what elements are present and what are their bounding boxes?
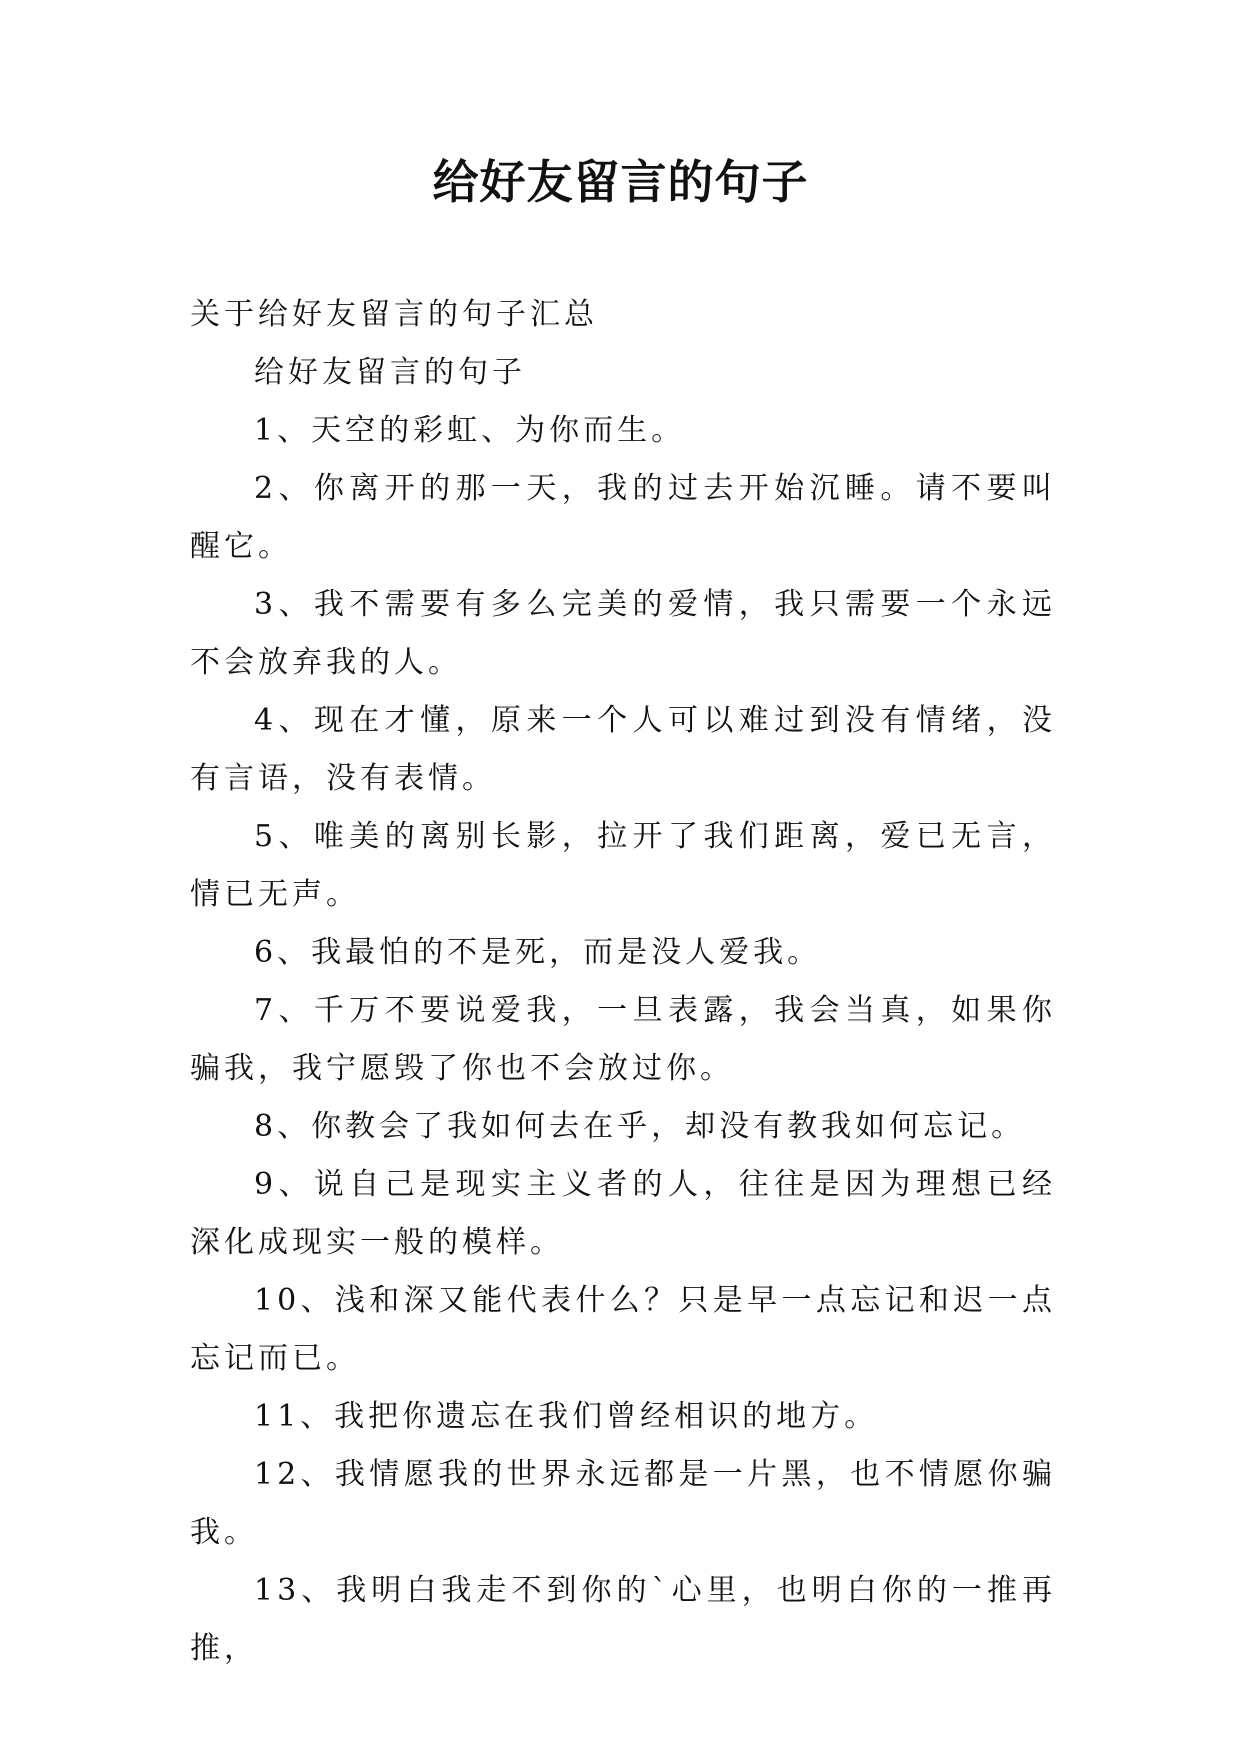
list-item: 6、我最怕的不是死，而是没人爱我。 — [254, 935, 822, 970]
list-item: 13、我明白我走不到你的`心里，也明白你的一推再推， — [190, 1573, 1056, 1666]
section-subheading: 给好友留言的句子 — [254, 355, 526, 390]
document-body — [190, 286, 1056, 1678]
list-item: 4、现在才懂，原来一个人可以难过到没有情绪，没有言语，没有表情。 — [190, 703, 1056, 796]
list-item: 10、浅和深又能代表什么？只是早一点忘记和迟一点忘记而已。 — [190, 1283, 1056, 1376]
list-item: 5、唯美的离别长影，拉开了我们距离，爱已无言，情已无声。 — [190, 819, 1056, 912]
list-item: 9、说自己是现实主义者的人，往往是因为理想已经深化成现实一般的模样。 — [190, 1167, 1056, 1260]
list-item: 2、你离开的那一天，我的过去开始沉睡。请不要叫醒它。 — [190, 471, 1056, 564]
list-item: 1、天空的彩虹、为你而生。 — [254, 413, 686, 448]
intro-paragraph: 关于给好友留言的句子汇总 — [190, 297, 598, 332]
list-item: 12、我情愿我的世界永远都是一片黑，也不情愿你骗我。 — [190, 1457, 1056, 1550]
list-item: 11、我把你遗忘在我们曾经相识的地方。 — [254, 1399, 879, 1434]
list-item: 7、千万不要说爱我，一旦表露，我会当真，如果你骗我，我宁愿毁了你也不会放过你。 — [190, 993, 1056, 1086]
document-title: 给好友留言的句子 — [432, 155, 809, 209]
list-item: 8、你教会了我如何去在乎，却没有教我如何忘记。 — [254, 1109, 1026, 1144]
list-item: 3、我不需要有多么完美的爱情，我只需要一个永远不会放弃我的人。 — [190, 587, 1056, 680]
